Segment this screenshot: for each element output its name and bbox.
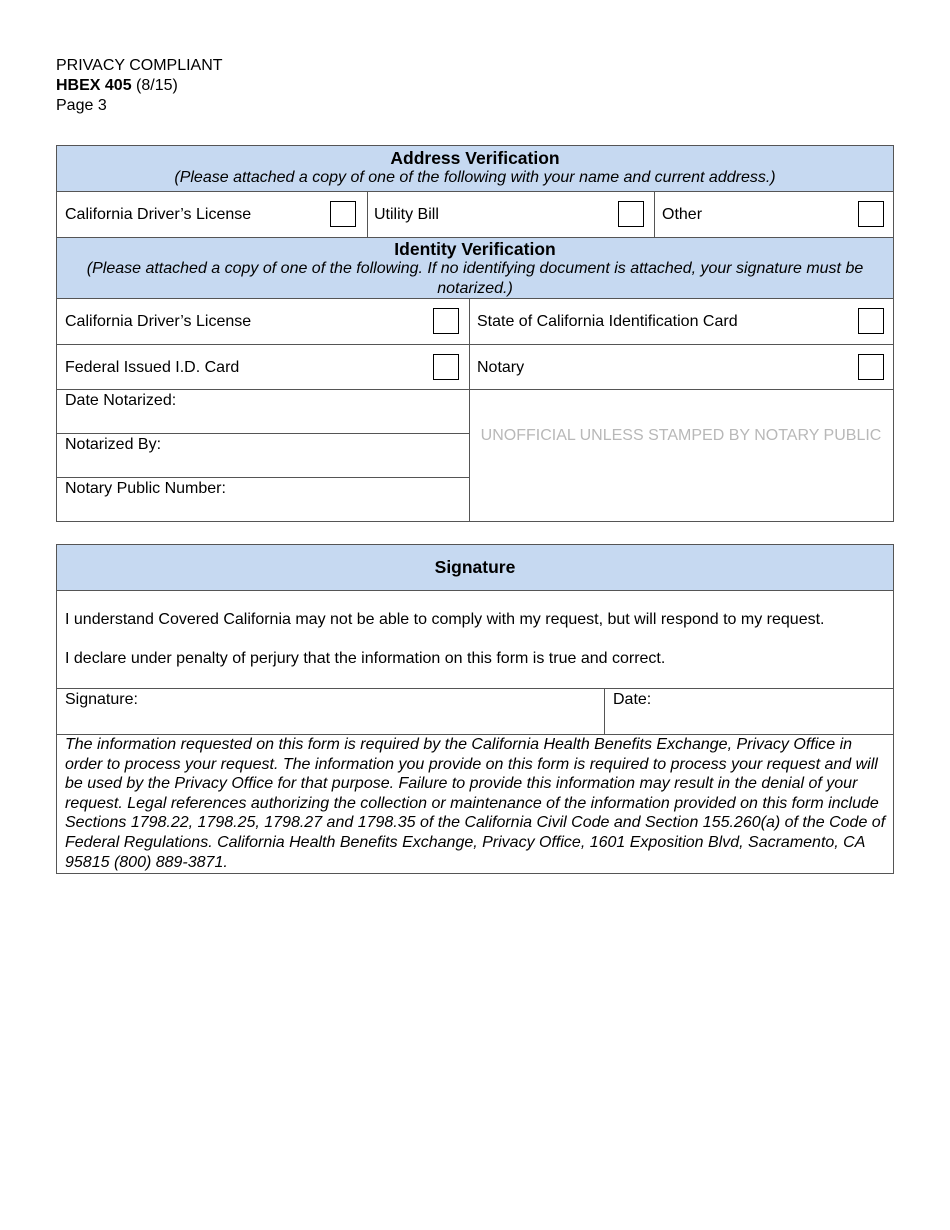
signature-title: Signature bbox=[434, 557, 516, 577]
identity-option-notary-label: Notary bbox=[477, 359, 525, 376]
address-option-utility-bill-label: Utility Bill bbox=[374, 206, 439, 223]
notary-public-number-label: Notary Public Number: bbox=[65, 480, 226, 497]
address-verification-title: Address Verification bbox=[390, 148, 560, 168]
page-header bbox=[56, 56, 223, 116]
signature-label: Signature: bbox=[65, 691, 138, 708]
identity-state-id-checkbox[interactable] bbox=[858, 308, 884, 334]
form-id bbox=[56, 76, 223, 96]
divider bbox=[57, 298, 893, 299]
divider bbox=[57, 688, 893, 689]
divider bbox=[604, 688, 605, 734]
identity-verification-header bbox=[57, 238, 893, 298]
divider bbox=[57, 191, 893, 192]
notarized-by-label: Notarized By: bbox=[65, 436, 162, 453]
legal-disclosure: The information requested on this form is required by the California Health Benefits Exchange, Privacy Office in order to process your request. The information you provide on this form is required to process your request and will be used by the Privacy Office for that purpose. Failure to provide this information may result in the denial of your request. Legal references authorizing the collection or maintenance of the information provided on this form include Sections 1798.22, 1798.25, 1798.27 and 1798.35 of the California Civil Code and Section 155.260(a) of the Code of Federal Regulations. California Health Benefits Exchange, Privacy Office, 1601 Exposition Blvd, Sacramento, CA 95815 (800) 889-3871. bbox=[65, 736, 886, 871]
divider bbox=[367, 191, 368, 237]
divider bbox=[654, 191, 655, 237]
divider bbox=[469, 298, 470, 521]
identity-option-state-id-label: State of California Identification Card bbox=[477, 313, 738, 330]
identity-option-drivers-license-label: California Driver’s License bbox=[65, 313, 252, 330]
date-notarized-label: Date Notarized: bbox=[65, 392, 177, 409]
signature-date-label: Date: bbox=[613, 691, 652, 708]
notary-stamp-note: UNOFFICIAL UNLESS STAMPED BY NOTARY PUBLIC bbox=[480, 427, 882, 444]
identity-verification-subtitle: (Please attached a copy of one of the following. If no identifying document is attached, your signature must be notarized.) bbox=[86, 260, 864, 297]
verification-table bbox=[56, 145, 894, 522]
address-verification-subtitle: (Please attached a copy of one of the following with your name and current address.) bbox=[174, 169, 776, 186]
identity-federal-id-checkbox[interactable] bbox=[433, 354, 459, 380]
divider bbox=[57, 344, 893, 345]
form-date: (8/15) bbox=[131, 77, 178, 94]
address-option-other-label: Other bbox=[662, 206, 703, 223]
identity-option-federal-id-label: Federal Issued I.D. Card bbox=[65, 359, 240, 376]
divider bbox=[57, 477, 469, 478]
divider bbox=[57, 590, 893, 591]
address-verification-header bbox=[57, 146, 893, 191]
divider bbox=[57, 389, 893, 390]
identity-drivers-license-checkbox[interactable] bbox=[433, 308, 459, 334]
address-utility-bill-checkbox[interactable] bbox=[618, 201, 644, 227]
address-drivers-license-checkbox[interactable] bbox=[330, 201, 356, 227]
signature-table bbox=[56, 544, 894, 874]
identity-notary-checkbox[interactable] bbox=[858, 354, 884, 380]
page-number: Page 3 bbox=[56, 97, 107, 114]
divider bbox=[57, 433, 469, 434]
signature-header bbox=[57, 545, 893, 590]
perjury-statement: I declare under penalty of perjury that the information on this form is true and correct. bbox=[65, 650, 666, 667]
identity-verification-title: Identity Verification bbox=[394, 239, 556, 259]
address-option-drivers-license-label: California Driver’s License bbox=[65, 206, 252, 223]
address-other-checkbox[interactable] bbox=[858, 201, 884, 227]
privacy-compliant-label: PRIVACY COMPLIANT bbox=[56, 57, 223, 74]
comply-statement: I understand Covered California may not be able to comply with my request, but will respond to my request. bbox=[65, 611, 825, 628]
form-code: HBEX 405 bbox=[56, 77, 132, 94]
